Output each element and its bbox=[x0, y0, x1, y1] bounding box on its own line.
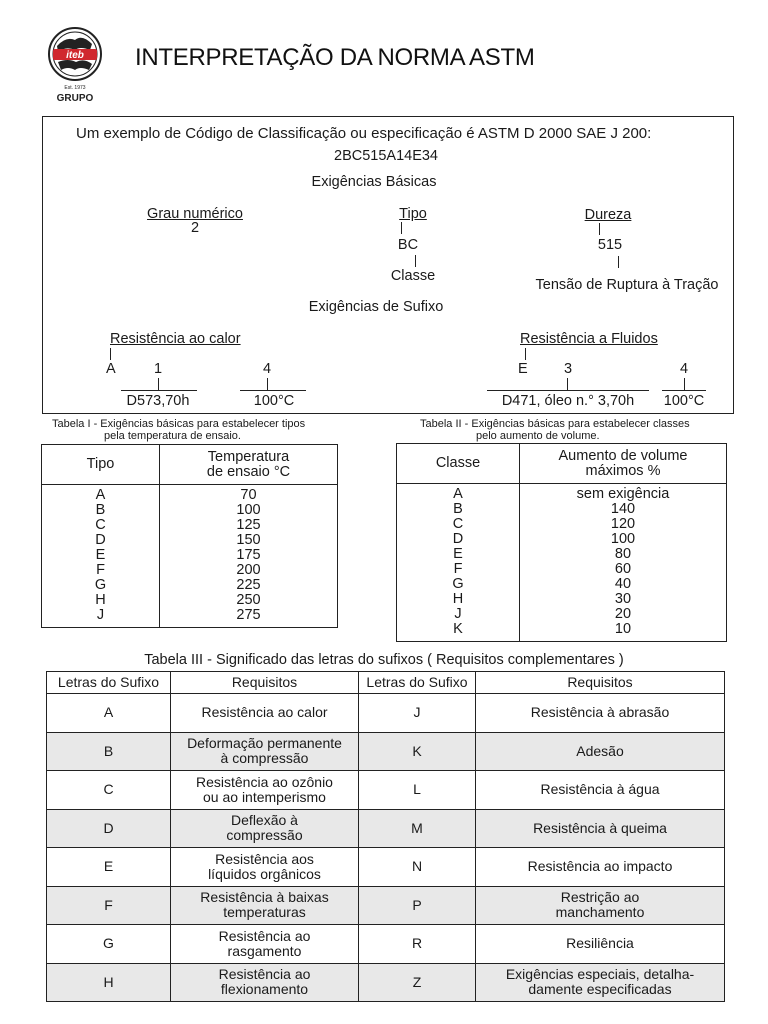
table-row bbox=[47, 886, 725, 925]
requirement-cell: Restrição ao manchamento bbox=[476, 886, 725, 925]
suffix-letter-cell: D bbox=[47, 809, 171, 848]
table3-suffix-letters bbox=[46, 671, 725, 1002]
table-row bbox=[42, 485, 338, 504]
fluid-resistance-label: Resistência a Fluidos bbox=[520, 331, 658, 347]
class-cell: B bbox=[397, 502, 520, 517]
class-cell: G bbox=[397, 577, 520, 592]
temperature-cell: 150 bbox=[160, 533, 338, 548]
table3-header-requirements-2: Requisitos bbox=[476, 672, 725, 694]
volume-cell: 140 bbox=[520, 502, 727, 517]
suffix-letter-cell: G bbox=[47, 925, 171, 964]
table-row bbox=[397, 622, 727, 642]
example-code: 2BC515A14E34 bbox=[334, 148, 438, 164]
requirement-cell: Resistência ao rasgamento bbox=[171, 925, 359, 964]
fluid-temp-rule bbox=[662, 390, 706, 391]
page-title: INTERPRETAÇÃO DA NORMA ASTM bbox=[135, 44, 535, 71]
volume-cell: sem exigência bbox=[520, 484, 727, 503]
table-row bbox=[42, 578, 338, 593]
svg-text:Est. 1973: Est. 1973 bbox=[64, 85, 86, 91]
requirement-cell: Resistência à baixas temperaturas bbox=[171, 886, 359, 925]
table1-caption-line1: Tabela I - Exigências básicas para estabelecer tipos bbox=[52, 418, 306, 430]
temperature-cell: 200 bbox=[160, 563, 338, 578]
volume-cell: 20 bbox=[520, 607, 727, 622]
example-intro: Um exemplo de Código de Classificação ou especificação é ASTM D 2000 SAE J 200: bbox=[76, 125, 652, 142]
type-cell: D bbox=[42, 533, 160, 548]
requirement-cell: Resistência ao ozônio ou ao intemperismo bbox=[171, 771, 359, 810]
heat-method: D573,70h bbox=[126, 393, 190, 409]
suffix-letter-cell: P bbox=[359, 886, 476, 925]
table-row bbox=[42, 593, 338, 608]
type-connector bbox=[401, 222, 402, 234]
temperature-cell: 275 bbox=[160, 608, 338, 628]
table-row bbox=[397, 562, 727, 577]
table-row bbox=[47, 809, 725, 848]
table-row bbox=[397, 484, 727, 503]
class-label: Classe bbox=[390, 268, 436, 284]
requirement-cell: Resistência aos líquidos orgânicos bbox=[171, 848, 359, 887]
heat-temp-connector bbox=[267, 378, 268, 390]
class-cell: D bbox=[397, 532, 520, 547]
tensile-label: Tensão de Ruptura à Tração bbox=[535, 277, 719, 293]
hardness-connector bbox=[599, 223, 600, 235]
volume-cell: 80 bbox=[520, 547, 727, 562]
grade-value: 2 bbox=[190, 220, 200, 236]
requirement-cell: Deformação permanente à compressão bbox=[171, 732, 359, 771]
requirement-cell: Resiliência bbox=[476, 925, 725, 964]
table3-header-suffix-1: Letras do Sufixo bbox=[47, 672, 171, 694]
suffix-letter-cell: Z bbox=[359, 963, 476, 1002]
iteb-logo bbox=[46, 26, 104, 104]
requirement-cell: Resistência à queima bbox=[476, 809, 725, 848]
class-cell: F bbox=[397, 562, 520, 577]
class-connector bbox=[415, 255, 416, 267]
heat-temp-rule bbox=[240, 390, 306, 391]
temperature-cell: 175 bbox=[160, 548, 338, 563]
requirement-cell: Deflexão à compressão bbox=[171, 809, 359, 848]
svg-text:iteb: iteb bbox=[66, 50, 84, 61]
heat-letter-connector bbox=[110, 348, 111, 360]
table-row bbox=[42, 503, 338, 518]
class-cell: H bbox=[397, 592, 520, 607]
temperature-cell: 100 bbox=[160, 503, 338, 518]
table-row bbox=[42, 563, 338, 578]
type-cell: F bbox=[42, 563, 160, 578]
table2-caption-line1: Tabela II - Exigências básicas para estabelecer classes bbox=[420, 418, 690, 430]
suffix-letter-cell: J bbox=[359, 694, 476, 733]
requirement-cell: Resistência à água bbox=[476, 771, 725, 810]
heat-method-connector bbox=[158, 378, 159, 390]
temperature-cell: 225 bbox=[160, 578, 338, 593]
suffix-letter-cell: B bbox=[47, 732, 171, 771]
class-cell: C bbox=[397, 517, 520, 532]
requirement-cell: Resistência à abrasão bbox=[476, 694, 725, 733]
suffix-letter-cell: E bbox=[47, 848, 171, 887]
volume-cell: 10 bbox=[520, 622, 727, 642]
fluid-temp-connector bbox=[684, 378, 685, 390]
type-cell: B bbox=[42, 503, 160, 518]
table-row bbox=[397, 577, 727, 592]
class-cell: E bbox=[397, 547, 520, 562]
requirement-cell: Exigências especiais, detalha- damente especificadas bbox=[476, 963, 725, 1002]
suffix-requirements-heading: Exigências de Sufixo bbox=[308, 299, 444, 315]
table1-temperature-types bbox=[41, 444, 338, 628]
table-row bbox=[397, 607, 727, 622]
table-row bbox=[397, 517, 727, 532]
type-cell: C bbox=[42, 518, 160, 533]
table3-header-requirements-1: Requisitos bbox=[171, 672, 359, 694]
table-row bbox=[47, 925, 725, 964]
suffix-letter-cell: M bbox=[359, 809, 476, 848]
heat-temp: 100°C bbox=[253, 393, 295, 409]
table-row bbox=[47, 771, 725, 810]
table1-header-temperature: Temperatura de ensaio °C bbox=[160, 445, 338, 485]
table3-title: Tabela III - Significado das letras do sufixos ( Requisitos complementares ) bbox=[144, 652, 624, 668]
type-label: Tipo bbox=[399, 206, 427, 222]
table-row bbox=[47, 732, 725, 771]
type-cell: E bbox=[42, 548, 160, 563]
temperature-cell: 125 bbox=[160, 518, 338, 533]
volume-cell: 30 bbox=[520, 592, 727, 607]
type-value: BC bbox=[397, 237, 419, 253]
table2-header-class: Classe bbox=[397, 444, 520, 484]
heat-temp-number: 4 bbox=[262, 361, 272, 377]
suffix-letter-cell: H bbox=[47, 963, 171, 1002]
grade-label: Grau numérico bbox=[147, 206, 243, 222]
table1-header-type: Tipo bbox=[42, 445, 160, 485]
fluid-temp-number: 4 bbox=[679, 361, 689, 377]
type-cell: A bbox=[42, 485, 160, 504]
class-cell: A bbox=[397, 484, 520, 503]
requirement-cell: Resistência ao impacto bbox=[476, 848, 725, 887]
table2-volume-classes bbox=[396, 443, 727, 642]
table-row bbox=[42, 533, 338, 548]
temperature-cell: 70 bbox=[160, 485, 338, 504]
type-cell: J bbox=[42, 608, 160, 628]
table-row bbox=[47, 963, 725, 1002]
table-row bbox=[42, 608, 338, 628]
table-row bbox=[42, 548, 338, 563]
heat-method-rule bbox=[121, 390, 197, 391]
fluid-letter: E bbox=[518, 361, 528, 377]
suffix-letter-cell: R bbox=[359, 925, 476, 964]
basic-requirements-heading: Exigências Básicas bbox=[311, 174, 437, 190]
tensile-connector bbox=[618, 256, 619, 268]
fluid-method-rule bbox=[487, 390, 649, 391]
suffix-letter-cell: K bbox=[359, 732, 476, 771]
suffix-letter-cell: L bbox=[359, 771, 476, 810]
table-row bbox=[397, 502, 727, 517]
hardness-label: Dureza bbox=[584, 207, 632, 223]
temperature-cell: 250 bbox=[160, 593, 338, 608]
fluid-method-number: 3 bbox=[563, 361, 573, 377]
suffix-letter-cell: C bbox=[47, 771, 171, 810]
fluid-method: D471, óleo n.° 3,70h bbox=[501, 393, 635, 409]
heat-resistance-label: Resistência ao calor bbox=[110, 331, 241, 347]
hardness-value: 515 bbox=[597, 237, 623, 253]
volume-cell: 40 bbox=[520, 577, 727, 592]
fluid-letter-connector bbox=[525, 348, 526, 360]
requirement-cell: Resistência ao flexionamento bbox=[171, 963, 359, 1002]
table-row bbox=[397, 592, 727, 607]
table2-caption-line2: pelo aumento de volume. bbox=[476, 430, 600, 442]
table2-header-volume: Aumento de volume máximos % bbox=[520, 444, 727, 484]
volume-cell: 120 bbox=[520, 517, 727, 532]
heat-letter: A bbox=[106, 361, 116, 377]
globe-icon bbox=[46, 26, 104, 104]
requirement-cell: Resistência ao calor bbox=[171, 694, 359, 733]
classification-example-box bbox=[42, 116, 734, 414]
class-cell: J bbox=[397, 607, 520, 622]
table-row bbox=[397, 532, 727, 547]
fluid-method-connector bbox=[567, 378, 568, 390]
table1-caption-line2: pela temperatura de ensaio. bbox=[104, 430, 241, 442]
volume-cell: 100 bbox=[520, 532, 727, 547]
suffix-letter-cell: A bbox=[47, 694, 171, 733]
table-row bbox=[47, 694, 725, 733]
type-cell: G bbox=[42, 578, 160, 593]
table-row bbox=[47, 848, 725, 887]
table-row bbox=[42, 518, 338, 533]
suffix-letter-cell: F bbox=[47, 886, 171, 925]
class-cell: K bbox=[397, 622, 520, 642]
heat-method-number: 1 bbox=[153, 361, 163, 377]
table3-header-suffix-2: Letras do Sufixo bbox=[359, 672, 476, 694]
requirement-cell: Adesão bbox=[476, 732, 725, 771]
svg-text:GRUPO: GRUPO bbox=[56, 93, 94, 104]
volume-cell: 60 bbox=[520, 562, 727, 577]
fluid-temp: 100°C bbox=[663, 393, 705, 409]
suffix-letter-cell: N bbox=[359, 848, 476, 887]
type-cell: H bbox=[42, 593, 160, 608]
table-row bbox=[397, 547, 727, 562]
